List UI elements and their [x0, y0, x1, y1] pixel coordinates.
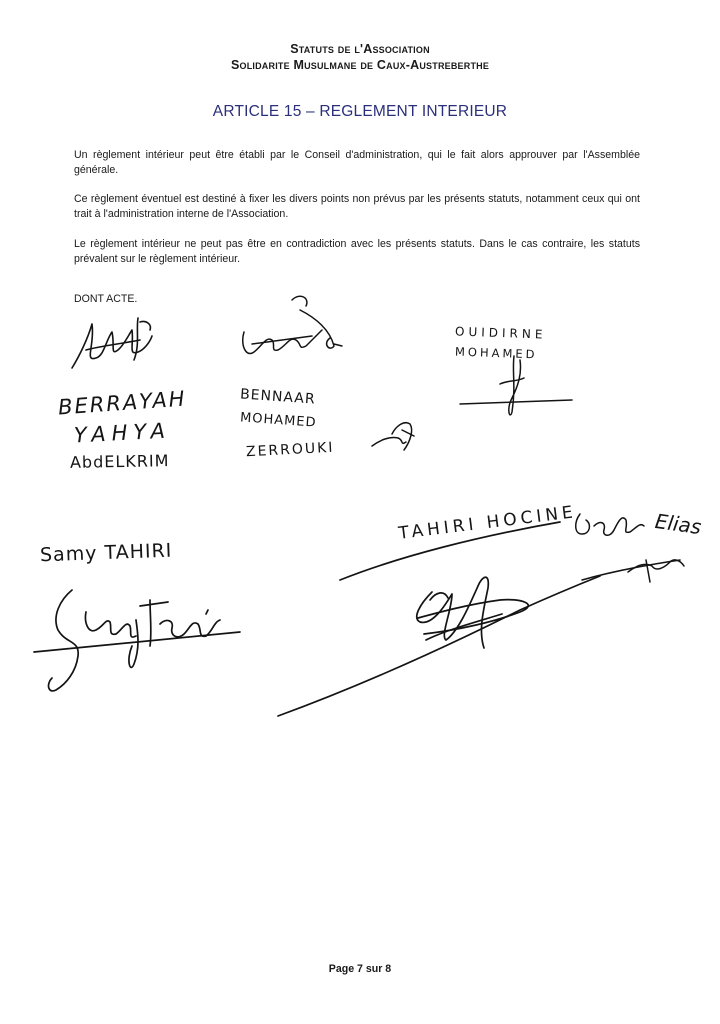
- handwritten-bennaar: BENNAAR: [239, 386, 317, 408]
- signature-4-icon: [372, 423, 414, 450]
- handwritten-yahya: YAHYA: [73, 418, 172, 448]
- signature-hocine-icon: [278, 522, 600, 716]
- paragraph-2: Ce règlement éventuel est destiné à fixer les divers points non prévus par les présents statuts, notamment ceux qui ont trait à l'administration interne de l'Association.: [74, 193, 640, 220]
- handwritten-elias: Elias: [653, 508, 703, 540]
- page-number: Page 7 sur 8: [328, 963, 392, 975]
- handwritten-mohamed-1: MOHAMED: [454, 344, 538, 362]
- signature-2-icon: [243, 296, 342, 353]
- dont-acte-label: DONT ACTE.: [74, 293, 138, 305]
- handwritten-berrayah: BERRAYAH: [57, 386, 188, 420]
- signature-1-icon: [72, 318, 152, 368]
- handwritten-abdelkrim: AbdELKRIM: [69, 451, 170, 472]
- article-title: ARTICLE 15 – REGLEMENT INTERIEUR: [212, 103, 508, 120]
- signature-elias-icon: [576, 514, 684, 582]
- handwritten-tahiri-hocine: TAHIRI HOCINE: [397, 502, 578, 544]
- paragraph-3: Le règlement intérieur ne peut pas être en contradiction avec les présents statuts. Dans le cas contraire, les statuts prévalent sur le règlement intérieur.: [74, 238, 640, 265]
- header-association-name: Solidarite Musulmane de Caux-Austreberthe: [230, 58, 490, 72]
- signature-samy-icon: [34, 590, 240, 691]
- paragraph-1: Un règlement intérieur peut être établi par le Conseil d'administration, qui le fait alors approuver par l'Assemblée générale.: [74, 149, 640, 176]
- handwritten-ouidirne: OUIDIRNE: [454, 324, 547, 342]
- handwritten-mohamed-2: MOHAMED: [239, 410, 317, 431]
- header-statuts: Statuts de l'Association: [290, 42, 430, 56]
- handwritten-zerrouki: ZERROUKI: [245, 439, 335, 461]
- handwritten-samy-tahiri: Samy TAHIRI: [39, 539, 173, 567]
- signature-3-icon: [460, 356, 572, 415]
